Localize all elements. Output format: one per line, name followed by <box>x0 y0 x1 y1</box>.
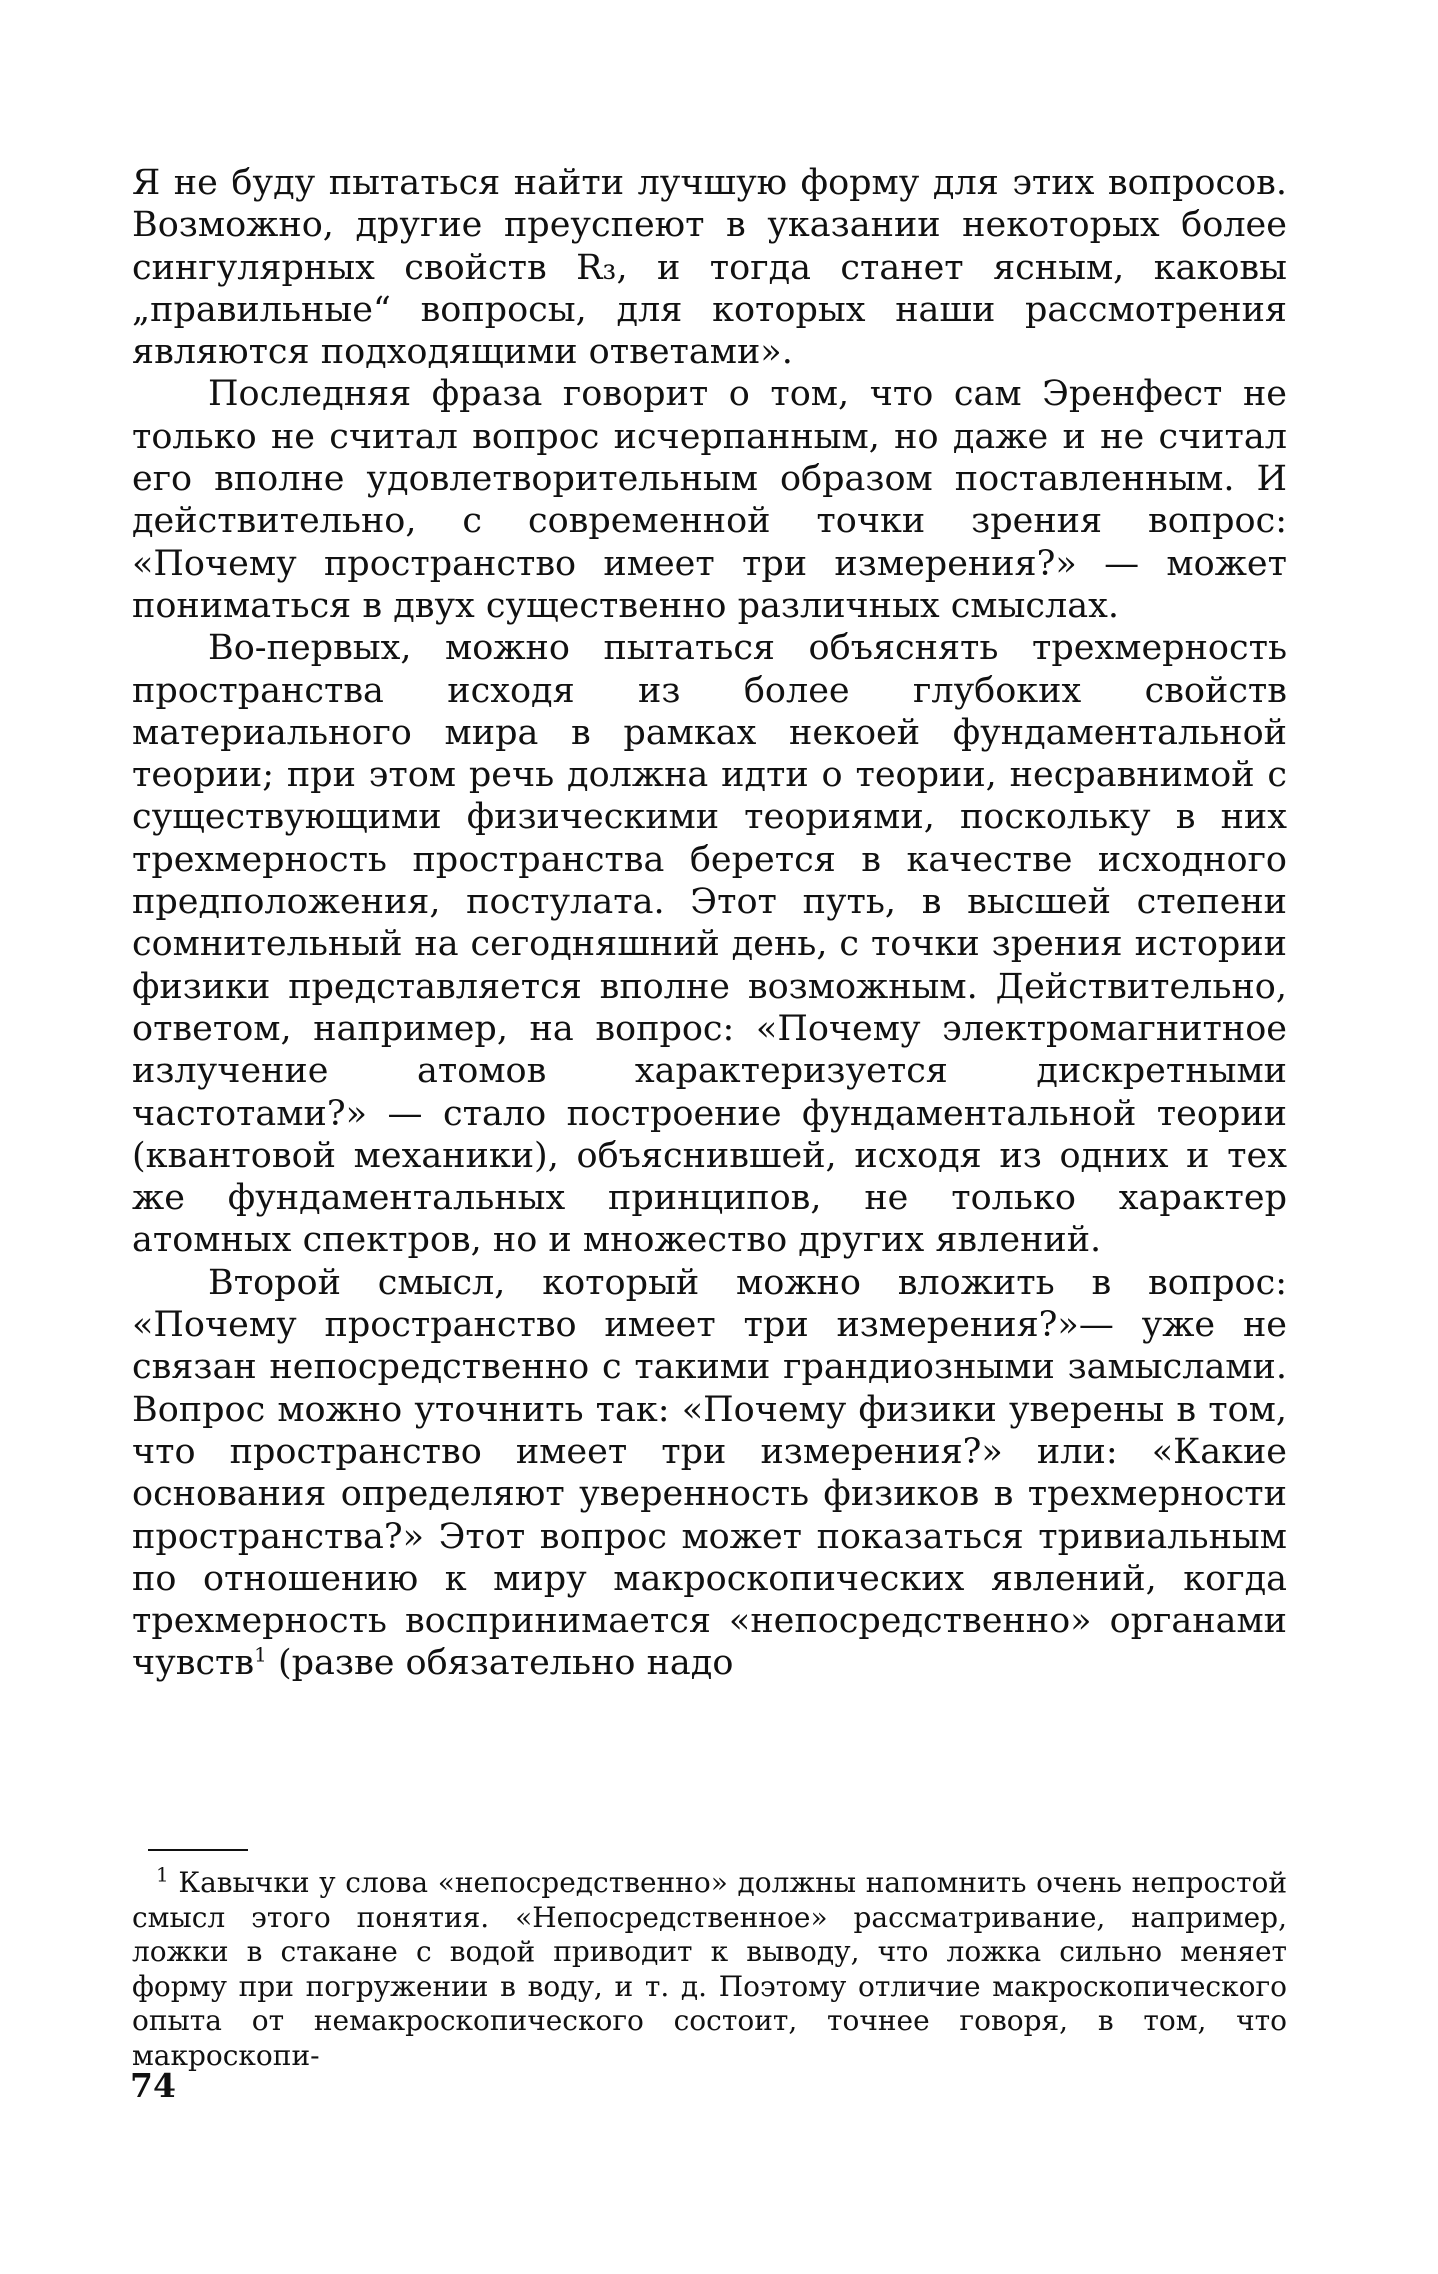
paragraph-ehrenfest: Последняя фраза говорит о том, что сам Эренфест не только не считал вопрос исчерпанным, но даже и не считал его вполне удовлетворительным образом поставленным. И действительно, с современной точки зрения вопрос: «Почему пространство имеет три измерения?» — может пониматься в двух существенно различных смыслах. <box>132 374 1287 626</box>
footnote <box>132 1862 1287 2073</box>
paragraph-quote-end: Я не буду пытаться найти лучшую форму для этих вопросов. Возможно, другие преуспеют в указании некоторых более сингулярных свойств R₃, и тогда станет ясным, каковы „правильные“ вопросы, для которых наши рассмотрения являются подходящими ответами». <box>132 163 1287 373</box>
footnote-mark: 1 <box>156 1862 169 1887</box>
paragraph-second-meaning <box>132 1262 1287 1685</box>
paragraph-first-meaning: Во-первых, можно пытаться объяснять трехмерность пространства исходя из более глубоких свойств материального мира в рамках некоей фундаментальной теории; при этом речь должна идти о теории, несравнимой с существующими физическими теориями, поскольку в них трехмерность пространства берется в качестве исходного предположения, постулата. Этот путь, в высшей степени сомнительный на сегодняшний день, с точки зрения истории физики представляется вполне возможным. Действительно, ответом, например, на вопрос: «Почему электромагнитное излучение атомов характеризуется дискретными частотами?» — стало построение фундаментальной теории (квантовой механики), объяснившей, исходя из одних и тех же фундаментальных принципов, не только характер атомных спектров, но и множество других явлений. <box>132 628 1287 1261</box>
page-number: 74 <box>130 2066 176 2105</box>
paragraph-second-meaning-tail: (разве обязательно надо <box>266 1643 734 1684</box>
footnote-text: Кавычки у слова «непосредственно» должны напомнить очень непростой смысл этого понятия. «Непосредственное» рассматривание, например, ложки в стакане с водой приводит к выводу, что ложка сильно меняет форму при погружении в воду, и т. д. Поэтому отличие макроскопического опыта от немакроскопического состоит, точнее говоря, в том, что макроскопи- <box>132 1866 1287 2072</box>
main-text <box>132 162 1287 1685</box>
paragraph-second-meaning-text: Второй смысл, который можно вложить в вопрос: «Почему пространство имеет три измерения?»— уже не связан непосредственно с такими грандиозными замыслами. Вопрос можно уточнить так: «Почему физики уверены в том, что пространство имеет три измерения?» или: «Какие основания определяют уверенность физиков в трехмерности пространства?» Этот вопрос может показаться тривиальным по отношению к миру макроскопических явлений, когда трехмерность воспринимается «непосредственно» органами чувств <box>132 1262 1287 1684</box>
footnote-reference: 1 <box>254 1642 267 1667</box>
footnote-divider <box>148 1849 248 1851</box>
